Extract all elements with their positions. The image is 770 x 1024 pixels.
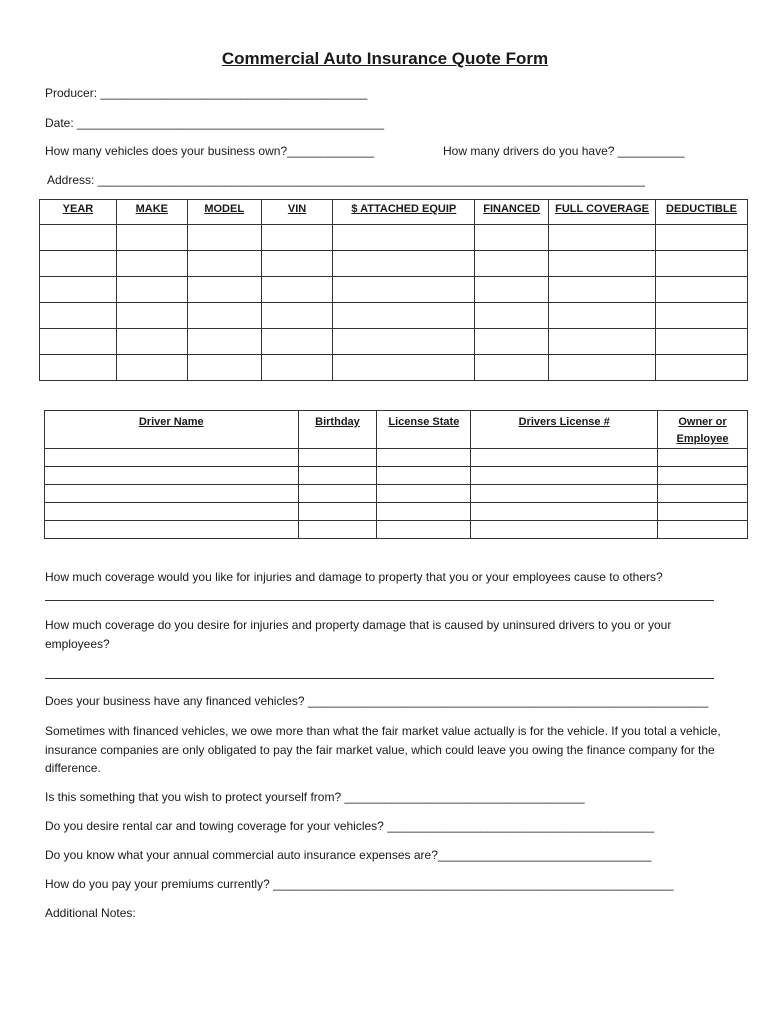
premium-payment-field[interactable]: [45, 877, 674, 891]
table-cell[interactable]: [475, 277, 549, 303]
table-cell[interactable]: [45, 449, 299, 467]
table-cell[interactable]: [333, 329, 475, 355]
table-cell[interactable]: [549, 277, 656, 303]
financed-vehicles-field[interactable]: [45, 694, 708, 708]
table-cell[interactable]: [40, 225, 117, 251]
form-title: Commercial Auto Insurance Quote Form: [221, 49, 549, 68]
producer-field[interactable]: [45, 86, 367, 100]
table-cell[interactable]: [377, 467, 471, 485]
table-cell[interactable]: [298, 485, 377, 503]
table-cell[interactable]: [471, 521, 658, 539]
driver-row: [45, 449, 748, 467]
table-cell[interactable]: [261, 355, 333, 381]
table-cell[interactable]: [658, 521, 748, 539]
table-cell[interactable]: [261, 329, 333, 355]
table-cell[interactable]: [377, 485, 471, 503]
table-cell[interactable]: [333, 277, 475, 303]
table-cell[interactable]: [187, 251, 261, 277]
table-cell[interactable]: [45, 521, 299, 539]
date-blank[interactable]: ______________________________________________: [77, 116, 385, 130]
premium-payment-label: How do you pay your premiums currently?: [45, 877, 274, 891]
col-financed: FINANCED: [475, 200, 549, 225]
table-cell[interactable]: [40, 277, 117, 303]
table-cell[interactable]: [40, 355, 117, 381]
date-field[interactable]: [45, 116, 384, 130]
table-cell[interactable]: [40, 251, 117, 277]
table-cell[interactable]: [549, 251, 656, 277]
table-cell[interactable]: [116, 355, 187, 381]
gap-protect-blank[interactable]: ____________________________________: [344, 790, 585, 804]
table-cell[interactable]: [45, 467, 299, 485]
col-deductible: DEDUCTIBLE: [656, 200, 748, 225]
table-cell[interactable]: [549, 355, 656, 381]
table-cell[interactable]: [656, 251, 748, 277]
table-cell[interactable]: [475, 251, 549, 277]
col-year: YEAR: [40, 200, 117, 225]
vehicle-table: [39, 199, 748, 381]
table-cell[interactable]: [656, 355, 748, 381]
annual-expenses-blank[interactable]: ________________________________: [437, 848, 652, 862]
rental-towing-field[interactable]: [45, 819, 654, 833]
date-label: Date:: [45, 116, 78, 130]
table-cell[interactable]: [656, 329, 748, 355]
driver-table: [44, 410, 748, 539]
table-cell[interactable]: [377, 503, 471, 521]
vehicle-row: [40, 355, 748, 381]
table-cell[interactable]: [261, 303, 333, 329]
table-cell[interactable]: [656, 303, 748, 329]
table-cell[interactable]: [471, 485, 658, 503]
table-cell[interactable]: [377, 521, 471, 539]
col-attached-equip: $ ATTACHED EQUIP: [333, 200, 475, 225]
table-cell[interactable]: [261, 251, 333, 277]
table-cell[interactable]: [298, 503, 377, 521]
driver-table-header: [45, 411, 748, 449]
col-vin: VIN: [261, 200, 333, 225]
col-driver-name: Driver Name: [45, 411, 299, 449]
table-cell[interactable]: [475, 329, 549, 355]
table-cell[interactable]: [333, 355, 475, 381]
producer-label: Producer:: [45, 86, 101, 100]
table-cell[interactable]: [261, 277, 333, 303]
table-cell[interactable]: [658, 467, 748, 485]
table-cell[interactable]: [298, 449, 377, 467]
table-cell[interactable]: [187, 329, 261, 355]
rental-towing-label: Do you desire rental car and towing coverage for your vehicles?: [45, 819, 388, 833]
answer-line-liability[interactable]: [45, 600, 714, 601]
vehicle-row: [40, 251, 748, 277]
table-cell[interactable]: [658, 449, 748, 467]
driver-row: [45, 467, 748, 485]
table-cell[interactable]: [261, 225, 333, 251]
table-cell[interactable]: [298, 521, 377, 539]
table-cell[interactable]: [377, 449, 471, 467]
vehicle-row: [40, 329, 748, 355]
table-cell[interactable]: [187, 277, 261, 303]
address-blank[interactable]: __________________________________________________________________________________: [97, 173, 645, 187]
drivers-count-blank[interactable]: __________: [617, 144, 685, 158]
col-drivers-license: Drivers License #: [471, 411, 658, 449]
driver-row: [45, 521, 748, 539]
vehicle-row: [40, 303, 748, 329]
question-uninsured: How much coverage do you desire for injuries and property damage that is caused by uninsured drivers to you or your employees?: [45, 618, 672, 651]
table-cell[interactable]: [475, 225, 549, 251]
table-cell[interactable]: [471, 467, 658, 485]
financed-vehicles-blank[interactable]: ____________________________________________________________: [307, 694, 709, 708]
table-cell[interactable]: [471, 503, 658, 521]
table-cell[interactable]: [116, 277, 187, 303]
col-full-coverage: FULL COVERAGE: [549, 200, 656, 225]
vehicles-count-label: How many vehicles does your business own?: [45, 144, 288, 158]
table-cell[interactable]: [656, 225, 748, 251]
vehicles-count-blank[interactable]: _____________: [287, 144, 374, 158]
table-cell[interactable]: [471, 449, 658, 467]
table-cell[interactable]: [549, 329, 656, 355]
producer-blank[interactable]: ________________________________________: [100, 86, 368, 100]
gap-coverage-paragraph: Sometimes with financed vehicles, we owe more than what the fair market value actually is for the vehicle. If you total a vehicle, insurance companies are only obligated to pay the fair market value, which could leave you owing the finance company for the difference.: [45, 724, 721, 775]
table-cell[interactable]: [549, 303, 656, 329]
table-cell[interactable]: [658, 503, 748, 521]
table-cell[interactable]: [333, 225, 475, 251]
driver-row: [45, 485, 748, 503]
table-cell[interactable]: [658, 485, 748, 503]
table-cell[interactable]: [187, 225, 261, 251]
table-cell[interactable]: [45, 485, 299, 503]
table-cell[interactable]: [298, 467, 377, 485]
premium-payment-blank[interactable]: ____________________________________________________________: [273, 877, 674, 891]
drivers-count-label: How many drivers do you have?: [443, 144, 618, 158]
col-birthday: Birthday: [298, 411, 377, 449]
vehicle-row: [40, 225, 748, 251]
table-cell[interactable]: [40, 303, 117, 329]
table-cell[interactable]: [656, 277, 748, 303]
table-cell[interactable]: [333, 303, 475, 329]
vehicles-count-field[interactable]: [45, 144, 374, 158]
driver-row: [45, 503, 748, 521]
table-cell[interactable]: [116, 225, 187, 251]
table-cell[interactable]: [116, 251, 187, 277]
table-cell[interactable]: [475, 355, 549, 381]
vehicle-row: [40, 277, 748, 303]
rental-towing-blank[interactable]: ________________________________________: [387, 819, 655, 833]
table-cell[interactable]: [333, 251, 475, 277]
table-cell[interactable]: [187, 303, 261, 329]
gap-protect-field[interactable]: [45, 790, 585, 804]
financed-vehicles-label: Does your business have any financed vehicles?: [45, 694, 308, 708]
col-make: MAKE: [116, 200, 187, 225]
col-model: MODEL: [187, 200, 261, 225]
annual-expenses-field[interactable]: [45, 848, 651, 862]
col-owner-or-employee: Owner or Employee: [658, 411, 748, 449]
table-cell[interactable]: [187, 355, 261, 381]
table-cell[interactable]: [116, 303, 187, 329]
table-cell[interactable]: [40, 329, 117, 355]
gap-protect-label: Is this something that you wish to protect yourself from?: [45, 790, 345, 804]
table-cell[interactable]: [116, 329, 187, 355]
address-field[interactable]: [47, 173, 645, 187]
answer-line-uninsured[interactable]: [45, 678, 714, 679]
col-license-state: License State: [377, 411, 471, 449]
table-cell[interactable]: [549, 225, 656, 251]
question-liability: How much coverage would you like for injuries and damage to property that you or your employees cause to others?: [45, 570, 663, 584]
address-label: Address:: [47, 173, 98, 187]
vehicle-table-header: [40, 200, 748, 225]
table-cell[interactable]: [45, 503, 299, 521]
table-cell[interactable]: [475, 303, 549, 329]
annual-expenses-label: Do you know what your annual commercial auto insurance expenses are?: [45, 848, 438, 862]
additional-notes-label: Additional Notes:: [45, 906, 136, 920]
drivers-count-field[interactable]: [443, 144, 685, 158]
